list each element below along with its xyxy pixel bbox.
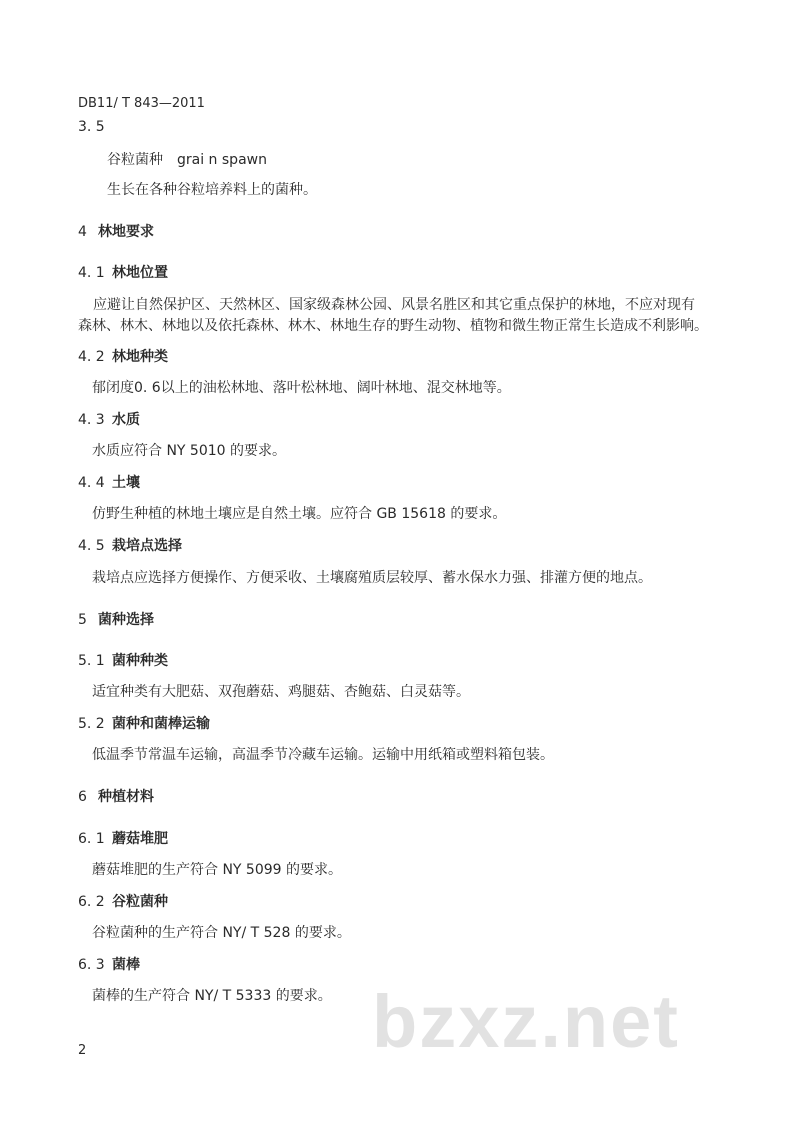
clause-title: 谷粒菌种 (112, 894, 168, 910)
clause-number: 6. 1 (78, 831, 105, 847)
clause-body: 水质应符合 NY 5010 的要求。 (92, 443, 287, 459)
clause-title: 菌种种类 (112, 653, 168, 669)
clause-title: 菌种和菌棒运输 (112, 716, 210, 732)
chapter-number: 6 (78, 789, 87, 805)
chapter-number: 4 (78, 224, 87, 240)
clause-title: 菌棒 (112, 957, 140, 973)
clause-number: 4. 2 (78, 349, 105, 365)
clause-body: 应避让自然保护区、天然林区、国家级森林公园、风景名胜区和其它重点保护的林地，不应对现有 (93, 297, 695, 313)
clause-body: 栽培点应选择方便操作、方便采收、土壤腐殖质层较厚、蓄水保水力强、排灌方便的地点。 (92, 570, 652, 586)
chapter-title: 菌种选择 (98, 612, 154, 628)
watermark: bzxz.net (372, 980, 680, 1063)
page-number: 2 (78, 1043, 87, 1058)
clause-title: 土壤 (112, 475, 140, 491)
clause-body: 适宜种类有大肥菇、双孢蘑菇、鸡腿菇、杏鲍菇、白灵菇等。 (92, 684, 470, 700)
clause-title: 栽培点选择 (112, 538, 182, 554)
clause-number: 5. 2 (78, 716, 105, 732)
term-definition: 生长在各种谷粒培养料上的菌种。 (107, 182, 317, 198)
clause-body: 森林、林木、林地以及依托森林、林木、林地生存的野生动物、植物和微生物正常生长造成不利影响。 (78, 318, 708, 334)
clause-number: 4. 4 (78, 475, 105, 491)
clause-number: 3. 5 (78, 119, 105, 135)
clause-body: 菌棒的生产符合 NY/ T 5333 的要求。 (92, 988, 332, 1004)
clause-body: 低温季节常温车运输，高温季节冷藏车运输。运输中用纸箱或塑料箱包装。 (92, 747, 554, 763)
clause-body: 谷粒菌种的生产符合 NY/ T 528 的要求。 (92, 925, 351, 941)
clause-number: 5. 1 (78, 653, 105, 669)
clause-number: 4. 1 (78, 265, 105, 281)
clause-body: 郁闭度0. 6以上的油松林地、落叶松林地、阔叶林地、混交林地等。 (92, 380, 511, 396)
clause-number: 4. 3 (78, 412, 105, 428)
clause-number: 6. 2 (78, 894, 105, 910)
chapter-title: 林地要求 (98, 224, 154, 240)
clause-number: 6. 3 (78, 957, 105, 973)
chapter-title: 种植材料 (98, 789, 154, 805)
document-code: DB11/ T 843—2011 (78, 96, 205, 111)
clause-title: 水质 (112, 412, 140, 428)
clause-body: 蘑菇堆肥的生产符合 NY 5099 的要求。 (92, 862, 343, 878)
term-title: 谷粒菌种 grai n spawn (107, 152, 267, 168)
clause-number: 4. 5 (78, 538, 105, 554)
clause-title: 林地位置 (112, 265, 168, 281)
chapter-number: 5 (78, 612, 87, 628)
clause-title: 林地种类 (112, 349, 168, 365)
clause-title: 蘑菇堆肥 (112, 831, 168, 847)
clause-body: 仿野生种植的林地土壤应是自然土壤。应符合 GB 15618 的要求。 (92, 506, 507, 522)
